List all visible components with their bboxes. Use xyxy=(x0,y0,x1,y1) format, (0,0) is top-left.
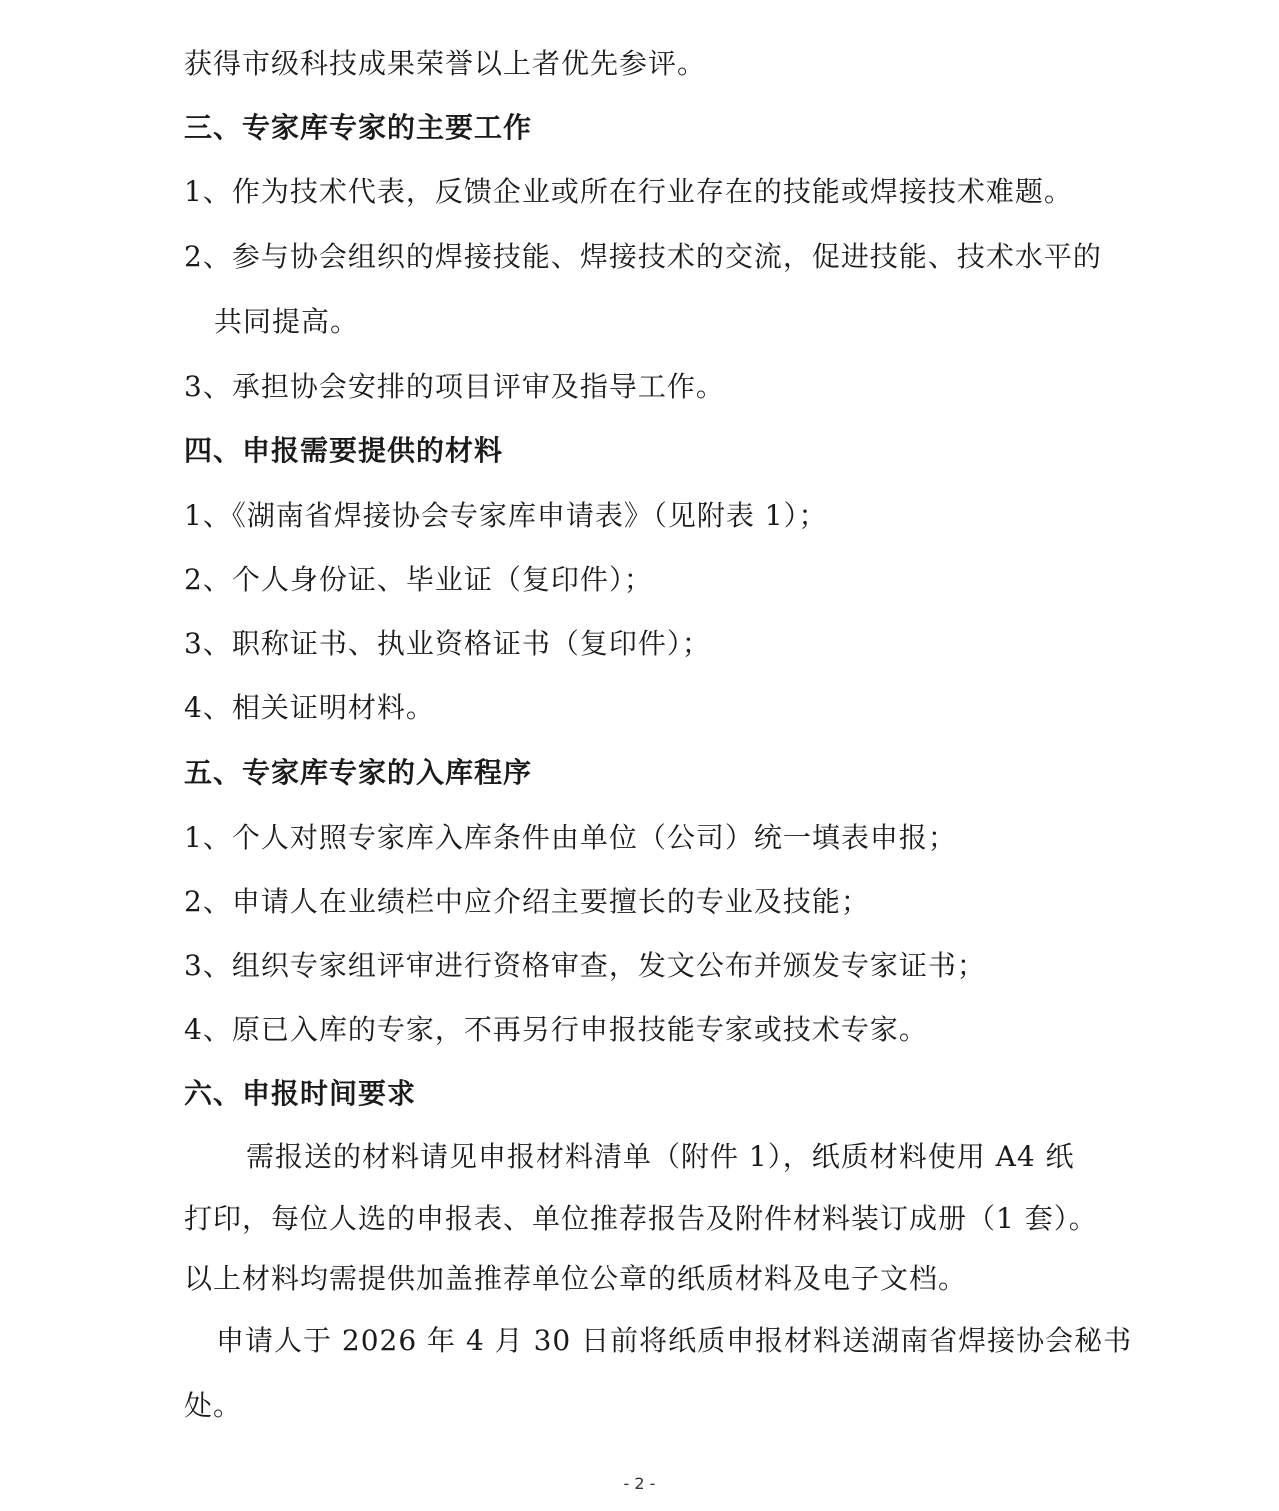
text-line: 获得市级科技成果荣誉以上者优先参评。 xyxy=(184,47,707,80)
list-item: 2、参与协会组织的焊接技能、焊接技术的交流，促进技能、技术水平的 xyxy=(184,240,1102,273)
list-item: 1、作为技术代表，反馈企业或所在行业存在的技能或焊接技术难题。 xyxy=(184,175,1073,208)
page-number: - 2 - xyxy=(623,1474,656,1493)
list-item: 1、《湖南省焊接协会专家库申请表》（见附表 1）； xyxy=(184,499,828,532)
paragraph-line: 以上材料均需提供加盖推荐单位公章的纸质材料及电子文档。 xyxy=(184,1262,968,1295)
paragraph-line: 申请人于 2026 年 4 月 30 日前将纸质申报材料送湖南省焊接协会秘书 xyxy=(216,1324,1133,1357)
paragraph-line: 处。 xyxy=(184,1389,243,1422)
section-heading-3: 三、专家库专家的主要工作 xyxy=(184,111,533,144)
paragraph-line: 打印，每位人选的申报表、单位推荐报告及附件材料装订成册（1 套）。 xyxy=(184,1202,1098,1235)
list-item: 2、个人身份证、毕业证（复印件）； xyxy=(184,563,653,596)
list-item: 1、个人对照专家库入库条件由单位（公司）统一填表申报； xyxy=(184,821,957,854)
list-item: 3、职称证书、执业资格证书（复印件）； xyxy=(184,627,711,660)
list-item: 3、承担协会安排的项目评审及指导工作。 xyxy=(184,370,725,403)
list-item-continuation: 共同提高。 xyxy=(214,305,360,338)
section-heading-6: 六、申报时间要求 xyxy=(184,1077,417,1110)
list-item: 2、申请人在业绩栏中应介绍主要擅长的专业及技能； xyxy=(184,885,870,918)
paragraph-line: 需报送的材料请见申报材料清单（附件 1），纸质材料使用 A4 纸 xyxy=(246,1140,1075,1173)
list-item: 4、原已入库的专家，不再另行申报技能专家或技术专家。 xyxy=(184,1013,928,1046)
list-item: 3、组织专家组评审进行资格审查，发文公布并颁发专家证书； xyxy=(184,949,986,982)
list-item: 4、相关证明材料。 xyxy=(184,691,435,724)
section-heading-5: 五、专家库专家的入库程序 xyxy=(184,756,533,789)
section-heading-4: 四、申报需要提供的材料 xyxy=(184,434,504,467)
